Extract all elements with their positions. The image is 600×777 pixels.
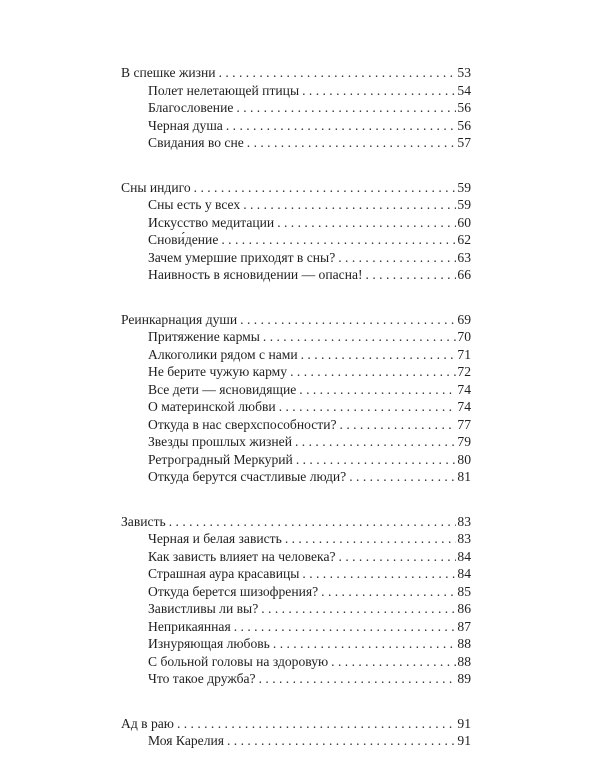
toc-page-number: 56: [457, 117, 471, 133]
toc-entry-title: Неприкаянная: [148, 618, 231, 634]
dot-leader: [339, 548, 457, 566]
toc-entry-title: Изнуряющая любовь: [148, 636, 270, 651]
toc-page-number: 79: [457, 434, 471, 449]
toc-chapter-entry: [121, 311, 471, 329]
toc-section: [121, 179, 471, 284]
toc-page-number: 69: [457, 311, 471, 327]
toc-page-number: 62: [457, 232, 471, 247]
toc-entry: [121, 363, 471, 381]
toc-entry-title: Алкоголики рядом с нами: [148, 346, 298, 362]
toc-entry: [121, 117, 471, 135]
toc-entry-title: Моя Карелия: [148, 733, 224, 748]
toc-chapter-entry: [121, 715, 471, 733]
toc-entry-title: Звезды прошлых жизней: [148, 434, 292, 449]
toc-page-number: 86: [457, 601, 471, 616]
dot-leader: [302, 565, 456, 583]
toc-entry: [121, 346, 471, 364]
toc-entry-title: О материнской любви: [148, 399, 276, 414]
dot-leader: [240, 311, 456, 329]
toc-entry: [121, 266, 471, 284]
toc-page-number: 83: [457, 531, 471, 546]
toc-entry: [121, 583, 471, 601]
dot-leader: [261, 600, 456, 618]
toc-page-number: 74: [457, 399, 471, 414]
dot-leader: [226, 117, 457, 135]
toc-page-number: 84: [457, 548, 471, 564]
toc-page-number: 74: [457, 381, 471, 397]
dot-leader: [340, 416, 457, 434]
toc-page-number: 53: [457, 65, 471, 80]
toc-entry: [121, 670, 471, 688]
toc-page-number: 77: [457, 416, 471, 432]
toc-entry: [121, 381, 471, 399]
toc-chapter-entry: [121, 179, 471, 197]
toc-page-number: 85: [457, 583, 471, 599]
toc-entry: [121, 328, 471, 346]
toc-entry: [121, 600, 471, 618]
toc-chapter-title: Реинкарнация души: [121, 311, 238, 327]
toc-entry-title: Все дети — ясновидящие: [148, 381, 297, 397]
toc-entry: [121, 134, 471, 152]
toc-entry: [121, 398, 471, 416]
toc-entry-title: Как зависть влияет на человека?: [148, 548, 336, 564]
table-of-contents: [121, 64, 471, 777]
dot-leader: [273, 635, 457, 653]
toc-entry-title: Снови́дение: [148, 232, 219, 247]
toc-entry: [121, 565, 471, 583]
dot-leader: [221, 231, 456, 249]
dot-leader: [299, 381, 456, 399]
dot-leader: [194, 179, 457, 197]
dot-leader: [277, 214, 456, 232]
toc-entry-title: Завистливы ли вы?: [148, 601, 259, 616]
toc-page-number: 60: [457, 214, 471, 230]
toc-page-number: 72: [457, 364, 471, 379]
toc-entry-title: Свидания во сне: [148, 135, 244, 150]
dot-leader: [227, 732, 456, 750]
toc-entry: [121, 416, 471, 434]
toc-page-number: 88: [457, 653, 471, 669]
toc-page-number: 71: [457, 346, 471, 362]
dot-leader: [243, 196, 456, 214]
dot-leader: [279, 398, 457, 416]
toc-entry-title: Не берите чужую карму: [148, 364, 288, 379]
toc-entry: [121, 732, 471, 750]
toc-page-number: 63: [457, 249, 471, 265]
toc-page-number: 87: [457, 618, 471, 634]
toc-chapter-entry: [121, 513, 471, 531]
dot-leader: [177, 715, 456, 733]
toc-page-number: 57: [457, 135, 471, 150]
dot-leader: [234, 618, 457, 636]
toc-chapter-title: Сны индиго: [121, 179, 191, 195]
dot-leader: [219, 64, 457, 82]
toc-entry-title: Полет нелетающей птицы: [148, 82, 300, 98]
toc-entry-title: Страшная аура красавицы: [148, 566, 300, 581]
toc-entry: [121, 99, 471, 117]
dot-leader: [331, 653, 456, 671]
toc-entry: [121, 635, 471, 653]
dot-leader: [321, 583, 456, 601]
dot-leader: [302, 82, 456, 100]
toc-page-number: 66: [457, 267, 471, 282]
dot-leader: [263, 328, 457, 346]
toc-section: [121, 64, 471, 152]
toc-page-number: 59: [457, 197, 471, 212]
toc-entry-title: Наивность в ясновидении — опасна!: [148, 267, 363, 282]
toc-entry: [121, 433, 471, 451]
dot-leader: [301, 346, 457, 364]
toc-page-number: 81: [457, 469, 471, 484]
toc-section: [121, 715, 471, 750]
toc-entry-title: Откуда берется шизофрения?: [148, 583, 319, 599]
toc-section: [121, 513, 471, 688]
toc-entry: [121, 249, 471, 267]
dot-leader: [349, 468, 456, 486]
toc-section: [121, 311, 471, 486]
toc-entry-title: Ретроградный Меркурий: [148, 451, 293, 467]
toc-chapter-title: Ад в раю: [121, 715, 174, 731]
toc-entry-title: Что такое дружба?: [148, 671, 256, 686]
toc-entry-title: Благословение: [148, 100, 234, 115]
toc-entry-title: Искусство медитации: [148, 214, 275, 230]
toc-entry-title: Притяжение кармы: [148, 329, 260, 344]
toc-entry: [121, 196, 471, 214]
toc-page-number: 91: [457, 733, 471, 748]
dot-leader: [259, 670, 457, 688]
dot-leader: [236, 99, 456, 117]
toc-entry: [121, 548, 471, 566]
dot-leader: [296, 451, 457, 469]
toc-entry-title: Черная душа: [148, 117, 223, 133]
toc-entry-title: Сны есть у всех: [148, 197, 241, 212]
toc-chapter-title: Зависть: [121, 513, 166, 529]
dot-leader: [295, 433, 456, 451]
dot-leader: [338, 249, 456, 267]
toc-entry: [121, 530, 471, 548]
toc-entry: [121, 451, 471, 469]
dot-leader: [290, 363, 456, 381]
toc-page-number: 91: [457, 715, 471, 731]
toc-entry: [121, 214, 471, 232]
toc-entry: [121, 82, 471, 100]
toc-chapter-title: В спешке жизни: [121, 65, 216, 80]
toc-entry-title: Откуда берутся счастливые люди?: [148, 469, 347, 484]
dot-leader: [169, 513, 457, 531]
toc-page-number: 84: [457, 566, 471, 581]
toc-page-number: 80: [457, 451, 471, 467]
toc-entry: [121, 231, 471, 249]
toc-page-number: 83: [457, 513, 471, 529]
toc-entry-title: Черная и белая зависть: [148, 531, 282, 546]
dot-leader: [285, 530, 457, 548]
toc-page-number: 88: [457, 636, 471, 651]
toc-page-number: 54: [457, 82, 471, 98]
dot-leader: [366, 266, 457, 284]
toc-page-number: 56: [457, 100, 471, 115]
toc-chapter-entry: [121, 64, 471, 82]
toc-entry: [121, 653, 471, 671]
toc-entry-title: С больной головы на здоровую: [148, 653, 329, 669]
toc-entry: [121, 618, 471, 636]
toc-entry-title: Откуда в нас сверхспособности?: [148, 416, 337, 432]
toc-entry-title: Зачем умершие приходят в сны?: [148, 249, 336, 265]
dot-leader: [247, 134, 457, 152]
toc-entry: [121, 468, 471, 486]
toc-page-number: 70: [457, 329, 471, 344]
toc-page-number: 89: [457, 671, 471, 686]
toc-page-number: 59: [457, 179, 471, 195]
